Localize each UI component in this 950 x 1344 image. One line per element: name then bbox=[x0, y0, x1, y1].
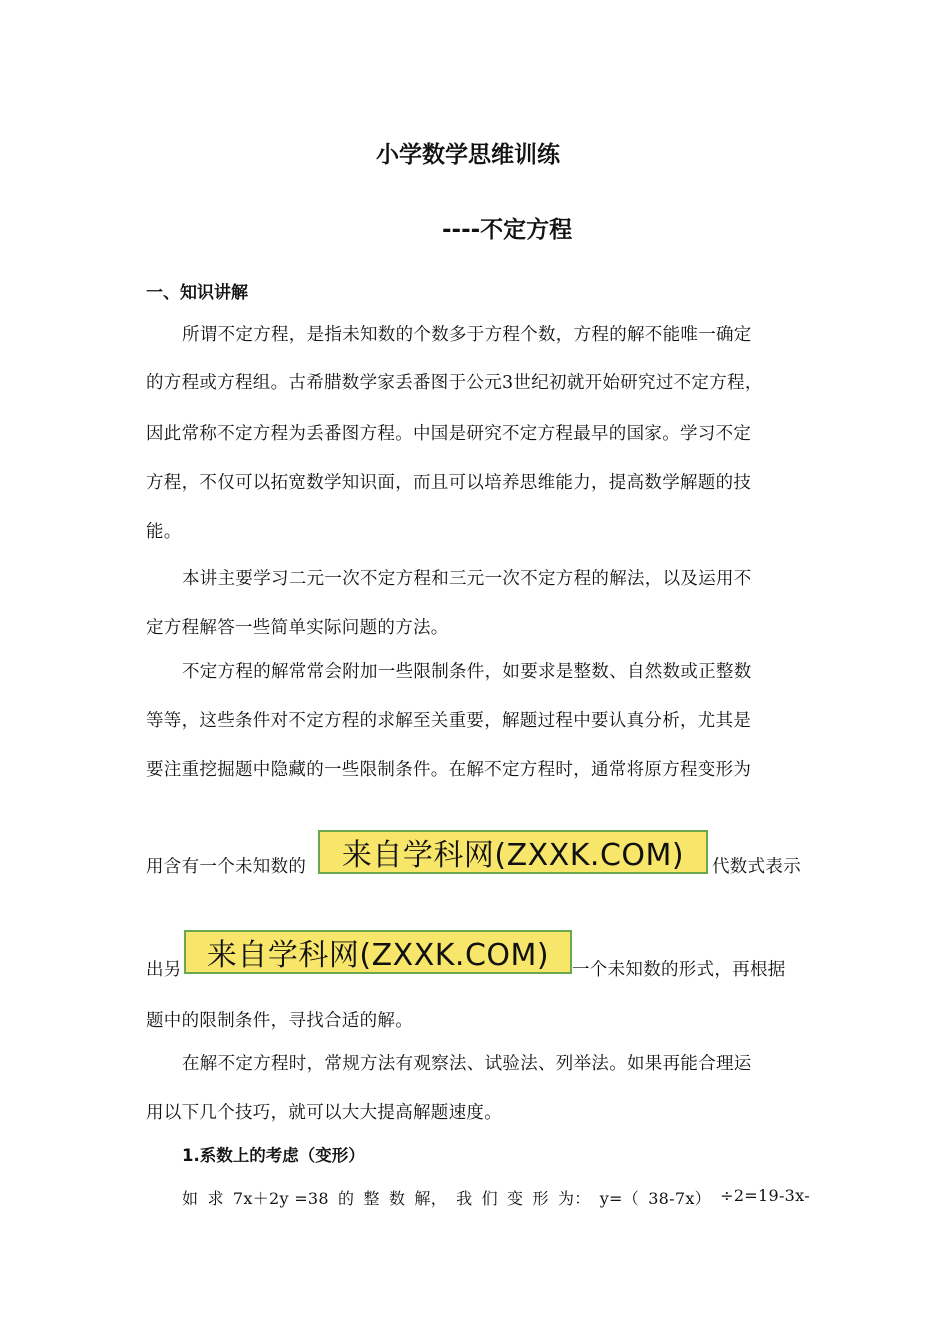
word: 我 bbox=[456, 1189, 473, 1208]
paragraph-line: 一个未知数的形式，再根据 bbox=[572, 960, 786, 980]
paragraph-line: 定方程解答一些简单实际问题的方法。 bbox=[146, 618, 449, 638]
word: 整 bbox=[363, 1189, 380, 1208]
watermark-banner: 来自学科网(ZXXK.COM) bbox=[184, 930, 572, 974]
paragraph-line: 题中的限制条件，寻找合适的解。 bbox=[146, 1011, 413, 1031]
paragraph-line: 本讲主要学习二元一次不定方程和三元一次不定方程的解法，以及运用不 bbox=[182, 569, 752, 589]
word: ÷2=19-3x- bbox=[720, 1186, 810, 1205]
subsection-heading-coefficient: 1.系数上的考虑（变形） bbox=[182, 1146, 365, 1165]
word: y=（ bbox=[599, 1189, 640, 1208]
paragraph-line: 能。 bbox=[146, 522, 182, 542]
paragraph-line: 出另 bbox=[146, 960, 182, 980]
word: 7x＋2y =38 bbox=[232, 1189, 329, 1208]
paragraph-line: 等等，这些条件对不定方程的求解至关重要，解题过程中要认真分析，尤其是 bbox=[146, 711, 752, 731]
paragraph-line: 所谓不定方程，是指未知数的个数多于方程个数，方程的解不能唯一确定 bbox=[182, 325, 752, 345]
word: 解， bbox=[414, 1189, 447, 1208]
section-heading-knowledge: 一、知识讲解 bbox=[146, 283, 248, 303]
paragraph-line: 代数式表示 bbox=[712, 857, 801, 877]
word: 的 bbox=[338, 1189, 355, 1208]
word: 求 bbox=[207, 1189, 224, 1208]
word: 们 bbox=[481, 1189, 498, 1208]
paragraph-line: 不定方程的解常常会附加一些限制条件，如要求是整数、自然数或正整数 bbox=[182, 662, 752, 682]
word: 形 bbox=[532, 1189, 549, 1208]
page-subtitle: ----不定方程 bbox=[442, 217, 573, 243]
paragraph-line: 方程，不仅可以拓宽数学知识面，而且可以培养思维能力，提高数学解题的技 bbox=[146, 473, 752, 493]
paragraph-line: 的方程或方程组。古希腊数学家丢番图于公元3世纪初就开始研究过不定方程， bbox=[146, 373, 763, 393]
word: 变 bbox=[507, 1189, 524, 1208]
paragraph-line: 用含有一个未知数的 bbox=[146, 857, 307, 877]
page-title: 小学数学思维训练 bbox=[376, 142, 560, 168]
paragraph-line: 要注重挖掘题中隐藏的一些限制条件。在解不定方程时，通常将原方程变形为 bbox=[146, 760, 752, 780]
word: 38-7x） bbox=[648, 1189, 711, 1208]
equation-line bbox=[182, 1186, 810, 1209]
paragraph-line: 因此常称不定方程为丢番图方程。中国是研究不定方程最早的国家。学习不定 bbox=[146, 424, 752, 444]
word: 为： bbox=[557, 1189, 591, 1208]
watermark-banner: 来自学科网(ZXXK.COM) bbox=[318, 830, 708, 874]
word: 如 bbox=[182, 1189, 199, 1208]
paragraph-line: 用以下几个技巧，就可以大大提高解题速度。 bbox=[146, 1103, 502, 1123]
paragraph-line: 在解不定方程时，常规方法有观察法、试验法、列举法。如果再能合理运 bbox=[182, 1054, 752, 1074]
word: 数 bbox=[388, 1189, 406, 1208]
